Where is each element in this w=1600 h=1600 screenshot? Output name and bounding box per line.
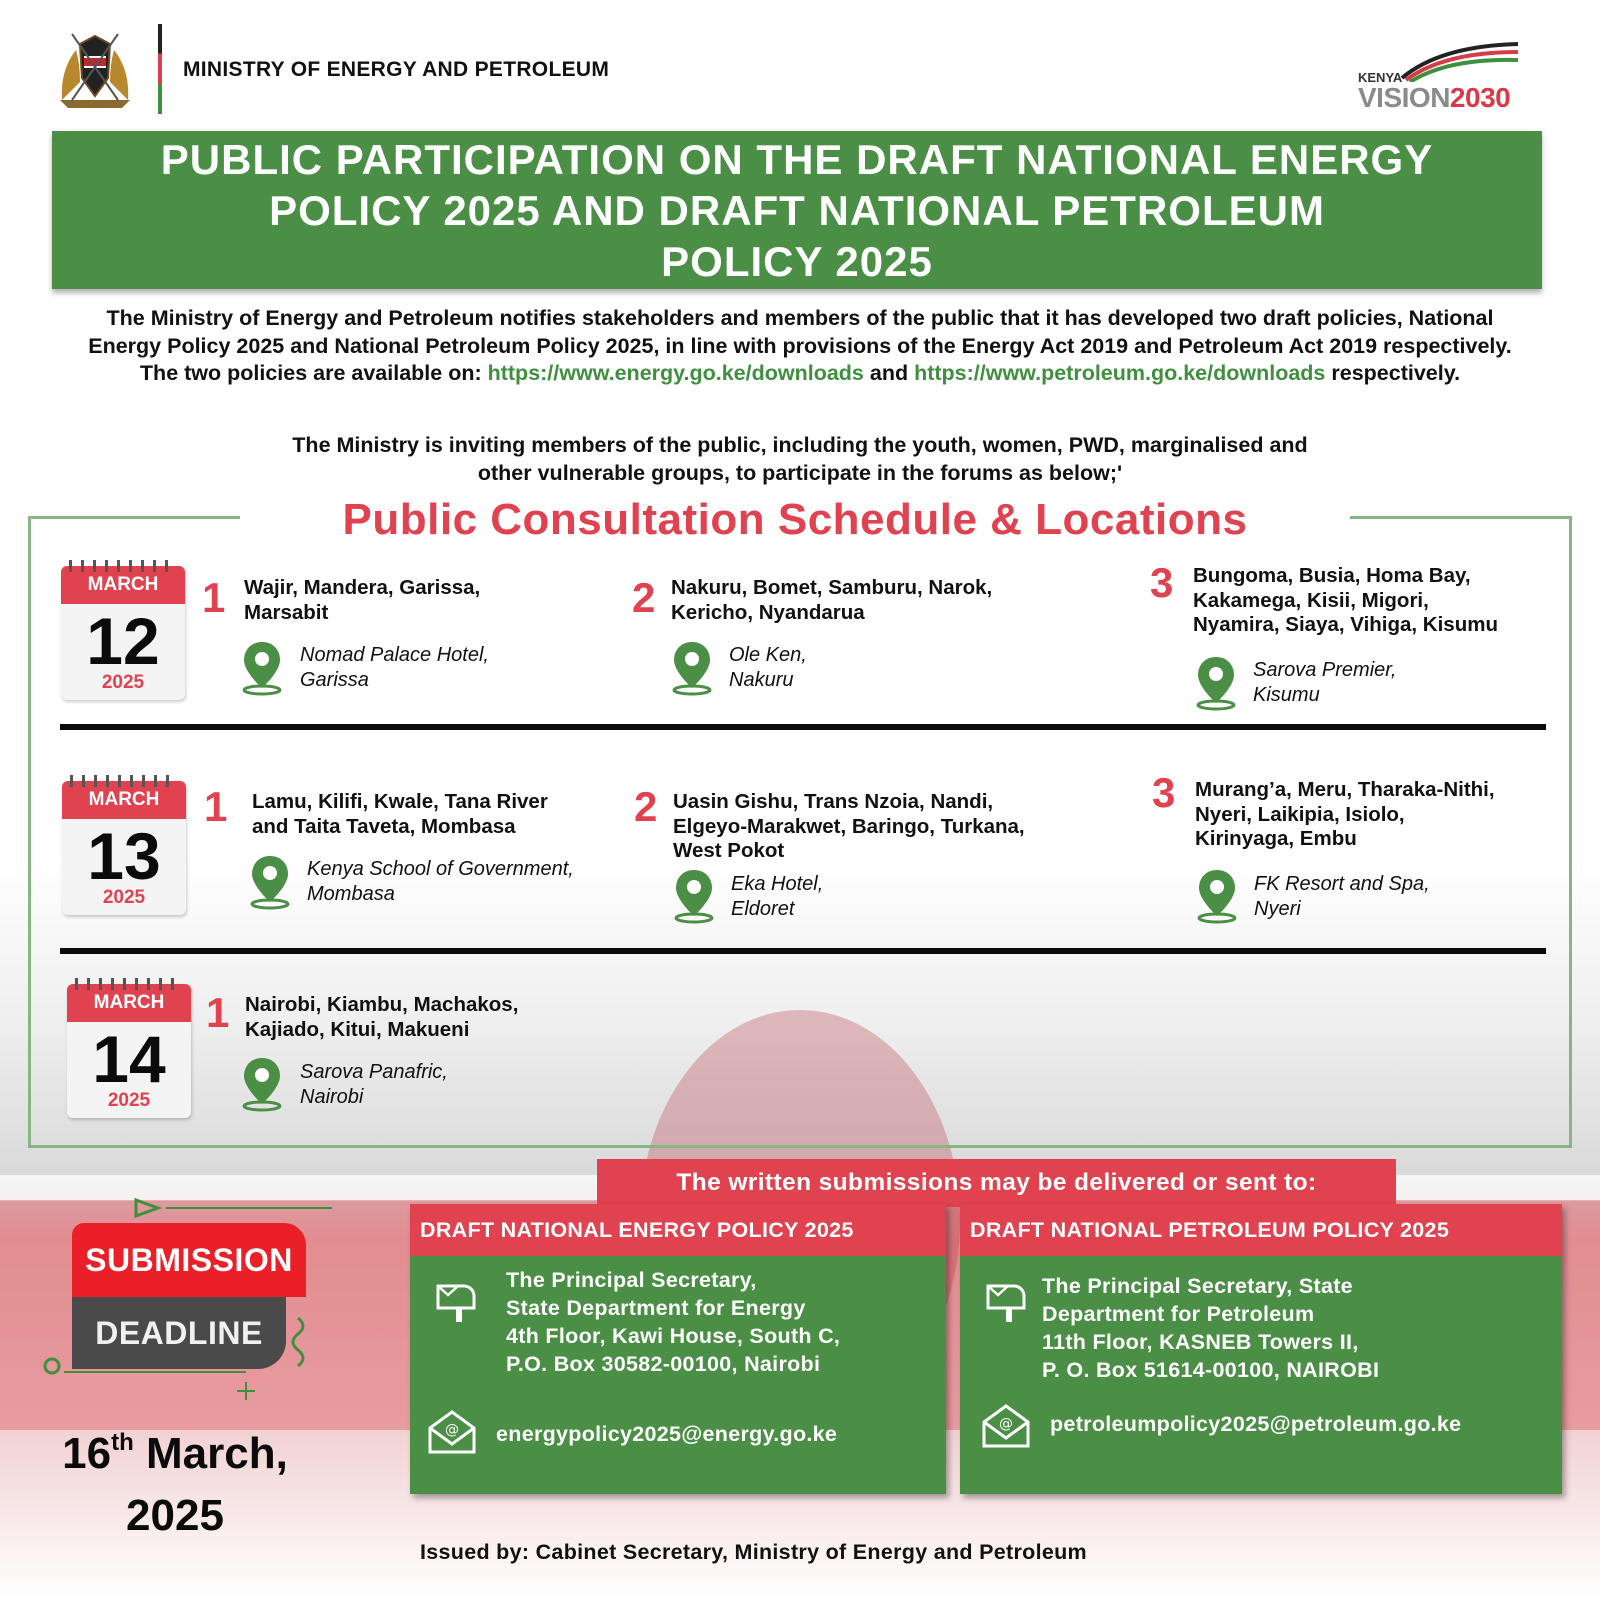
petroleum-email[interactable]: petroleumpolicy2025@petroleum.go.ke [1050,1412,1462,1436]
session-number: 1 [206,989,230,1036]
session-counties: Bungoma, Busia, Homa Bay, Kakamega, Kisii, Migori, Nyamira, Siaya, Vihiga, Kisumu [1193,564,1498,636]
session-venue: Ole Ken, Nakuru [729,644,807,691]
session-number: 1 [202,574,226,621]
map-pin-icon [1195,868,1239,924]
energy-downloads-link[interactable]: https://www.energy.go.ke/downloads [487,361,864,385]
session-venue: Nomad Palace Hotel, Garissa [300,644,489,691]
session-number: 3 [1150,559,1174,606]
schedule-separator [60,948,1546,954]
session-number: 1 [204,783,228,830]
intro-paragraph: The Ministry of Energy and Petroleum notifies stakeholders and members of the public that it has developed two draft policies, National Energy Policy 2025 and National Petroleum Policy 2025, in line with provisions of the Energy Act 2019 and Petroleum Act 2019 respectively. The two policies are available on: https://www.energy.go.ke/downloads and https://www.petroleum.go.ke/downloads respectively. [88,306,1512,385]
coat-of-arms-icon [50,30,140,110]
energy-policy-panel [410,1204,946,1494]
petroleum-policy-panel [960,1204,1562,1494]
flag-swoosh-icon [1400,38,1520,82]
issued-by: Issued by: Cabinet Secretary, Ministry of Energy and Petroleum [420,1540,1087,1564]
session-counties: Uasin Gishu, Trans Nzoia, Nandi, Elgeyo-Marakwet, Baringo, Turkana, West Pokot [673,790,1025,862]
session-counties: Lamu, Kilifi, Kwale, Tana River and Taita Taveta, Mombasa [252,790,548,838]
vision-2030-logo [1340,34,1520,114]
deadline-date: 16th March, 2025 [62,1429,288,1540]
petroleum-downloads-link[interactable]: https://www.petroleum.go.ke/downloads [914,361,1326,385]
header-divider [158,24,162,114]
svg-text:@: @ [445,1422,459,1438]
svg-text:@: @ [999,1416,1013,1432]
energy-policy-title: DRAFT NATIONAL ENERGY POLICY 2025 [410,1204,946,1256]
session-counties: Nairobi, Kiambu, Machakos, Kajiado, Kitui, Makueni [245,993,519,1041]
mailbox-icon [980,1272,1032,1324]
session-venue: Sarova Panafric, Nairobi [300,1061,448,1108]
session-number: 2 [632,574,656,621]
envelope-at-icon [426,1406,478,1458]
map-pin-icon [672,868,716,924]
envelope-at-icon [980,1400,1032,1452]
map-pin-icon [670,640,714,696]
calendar-day: 12 [86,604,160,678]
calendar-march-14: MARCH 14 2025 [67,984,191,1118]
vision-kenya-label: KENYA [1358,70,1403,85]
mailbox-icon [430,1272,482,1324]
schedule-title: Public Consultation Schedule & Locations [240,494,1350,546]
session-number: 3 [1152,769,1176,816]
energy-email[interactable]: energypolicy2025@energy.go.ke [496,1422,838,1446]
session-venue: Eka Hotel, Eldoret [731,873,824,920]
submissions-heading: The written submissions may be delivered or sent to: [597,1159,1396,1207]
map-pin-icon [1194,655,1238,711]
schedule-separator [60,724,1546,730]
session-counties: Nakuru, Bomet, Samburu, Narok, Kericho, Nyandarua [671,576,993,624]
session-venue: Kenya School of Government, Mombasa [307,858,574,905]
calendar-day: 13 [87,819,161,893]
deadline-label-submission: SUBMISSION [72,1223,306,1297]
calendar-march-12: MARCH 12 2025 [61,566,185,700]
energy-postal-address: The Principal Secretary, State Department for Energy 4th Floor, Kawi House, South C, P.O. Box 30582-00100, Nairobi [506,1268,841,1376]
calendar-rings-icon [75,978,183,990]
map-pin-icon [248,854,292,910]
calendar-rings-icon [70,775,178,787]
session-venue: FK Resort and Spa, Nyeri [1254,873,1430,920]
map-pin-icon [240,640,284,696]
page-title: PUBLIC PARTICIPATION ON THE DRAFT NATIONAL ENERGY POLICY 2025 AND DRAFT NATIONAL PETROLEUM POLICY 2025 [160,135,1434,285]
vision-word: VISION2030 [1358,82,1511,113]
session-venue: Sarova Premier, Kisumu [1253,659,1397,706]
map-pin-icon [240,1056,284,1112]
deadline-label-deadline: DEADLINE [72,1297,286,1369]
title-banner [52,131,1542,289]
petroleum-postal-address: The Principal Secretary, State Department for Petroleum 11th Floor, KASNEB Towers II, P. O. Box 51614-00100, NAIROBI [1042,1274,1380,1382]
calendar-march-13: MARCH 13 2025 [62,781,186,915]
session-number: 2 [634,783,658,830]
petroleum-policy-title: DRAFT NATIONAL PETROLEUM POLICY 2025 [960,1204,1562,1256]
session-counties: Wajir, Mandera, Garissa, Marsabit [244,576,481,624]
session-counties: Murang’a, Meru, Tharaka-Nithi, Nyeri, Laikipia, Isiolo, Kirinyaga, Embu [1195,778,1495,850]
invite-paragraph: The Ministry is inviting members of the public, including the youth, women, PWD, marginalised and other vulnerable groups, to participate in the forums as below;' [292,433,1308,485]
calendar-rings-icon [69,560,177,572]
calendar-day: 14 [92,1022,166,1096]
ministry-name: MINISTRY OF ENERGY AND PETROLEUM [183,58,610,81]
